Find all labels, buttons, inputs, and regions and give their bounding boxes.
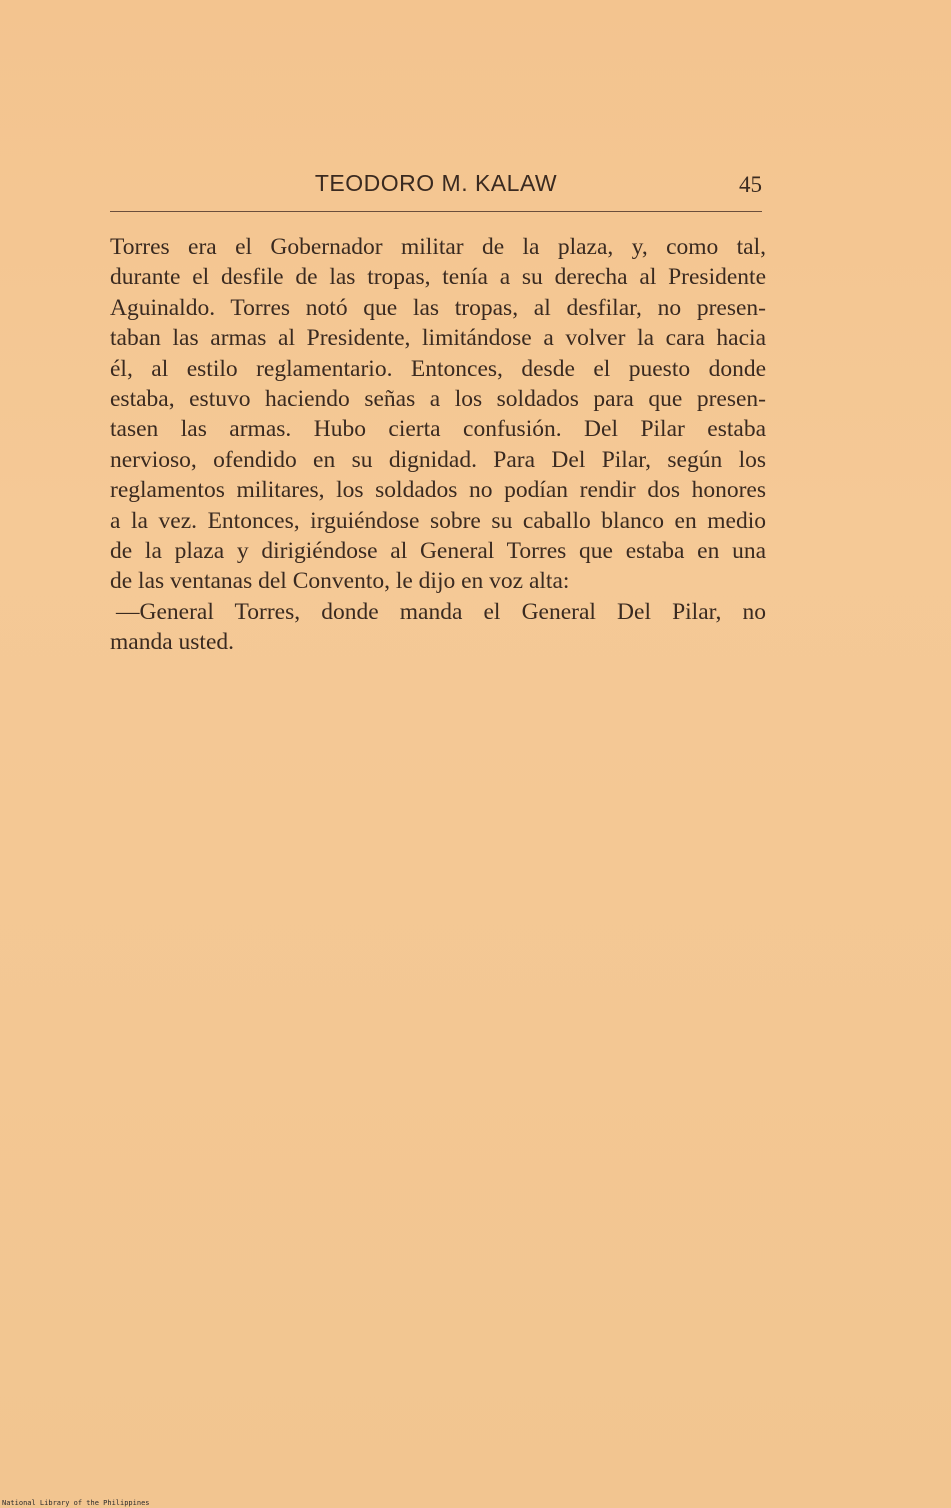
running-title: TEODORO M. KALAW [314, 170, 558, 196]
text-line: nervioso, ofendido en su dignidad. Para Del Pilar, según los [110, 446, 766, 473]
text-line: reglamentos militares, los soldados no podían rendir dos honores [110, 477, 766, 504]
text-line: Torres era el Gobernador militar de la plaza, y, como tal, [110, 234, 766, 260]
library-credit: National Library of the Philippines [2, 1499, 150, 1507]
text-line: durante el desfile de las tropas, tenía a su derecha al Presidente [110, 264, 766, 291]
running-header [110, 170, 762, 204]
text-line: taban las armas al Presidente, limitándose a volver la cara hacia [110, 325, 766, 352]
text-line: a la vez. Entonces, irguiéndose sobre su caballo blanco en medio [110, 507, 766, 534]
text-line: Aguinaldo. Torres notó que las tropas, al desfilar, no presen- [110, 294, 766, 321]
text-line: de la plaza y dirigiéndose al General Torres que estaba en una [110, 538, 766, 565]
text-line: —General Torres, donde manda el General Del Pilar, no [116, 598, 766, 625]
page-number: 45 [739, 172, 762, 197]
text-line: manda usted. [110, 629, 234, 656]
text-line: tasen las armas. Hubo cierta confusión. Del Pilar estaba [110, 416, 766, 443]
text-line: él, al estilo reglamentario. Entonces, desde el puesto donde [110, 355, 766, 382]
text-line: de las ventanas del Convento, le dijo en voz alta: [110, 568, 570, 595]
body-text [110, 232, 766, 658]
text-line: estaba, estuvo haciendo señas a los soldados para que presen- [110, 386, 766, 413]
header-rule [110, 211, 762, 212]
